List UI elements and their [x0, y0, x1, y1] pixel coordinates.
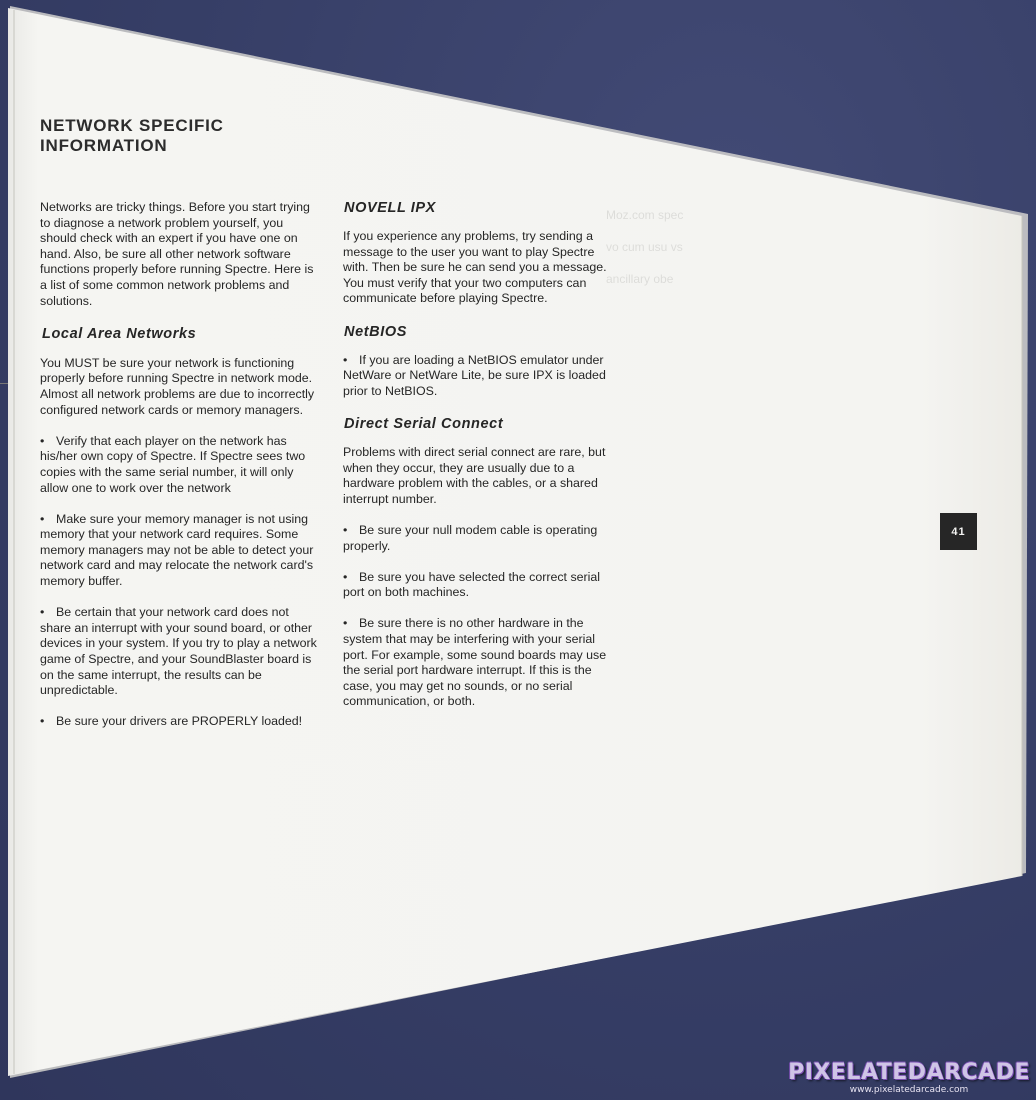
list-item: • Be sure there is no other hardware in the system that may be interfering with your serial port. For example, some sound boards may use the serial port hardware interrupt. If this is the case, you may get no sounds, or no serial communication, or both. [343, 616, 607, 709]
watermark-logo: PIXELATEDARCADE [788, 1060, 1030, 1085]
page-number: 41 [940, 513, 977, 550]
ipx-paragraph: If you experience any problems, try sending a message to the user you want to play Spectre with. Then be sure he can send you a message. You must verify that your two computers can communicate before playing Spectre. [343, 229, 607, 306]
bleed-through-text: ancillary obe [606, 272, 674, 286]
list-item: • Be certain that your network card does not share an interrupt with your sound board, or other devices in your system. If you try to play a network game of Spectre, and your SoundBlaster board is on the same interrupt, the results can be unpredictable. [40, 605, 317, 698]
page-title: NETWORK SPECIFIC INFORMATION [40, 116, 224, 155]
section-heading-netbios: NetBIOS [344, 323, 408, 340]
list-item: • Be sure you have selected the correct serial port on both machines. [343, 569, 601, 600]
bullet-icon: • [343, 522, 348, 537]
list-item: • If you are loading a NetBIOS emulator under NetWare or NetWare Lite, be sure IPX is loaded prior to NetBIOS. [343, 352, 606, 398]
bleed-through-text: Moz.com spec [606, 208, 684, 222]
bullet-icon: • [343, 352, 348, 367]
intro-paragraph: Networks are tricky things. Before you start trying to diagnose a network problem yourself, you should check with an expert if you have one on hand. Also, be sure all other network software functions properly before running Spectre. Here is a list of some common network problems and solutions. [40, 200, 314, 308]
watermark [788, 1061, 1030, 1096]
section-heading-lan: Local Area Networks [42, 325, 197, 342]
bullet-icon: • [343, 569, 348, 584]
margin-mark [0, 383, 8, 384]
serial-paragraph: Problems with direct serial connect are rare, but when they occur, they are usually due to a hardware problem with the cables, or a shared interrupt number. [343, 444, 606, 506]
section-heading-serial: Direct Serial Connect [344, 415, 504, 432]
lan-paragraph: You MUST be sure your network is functioning properly before running Spectre in network mode. Almost all network problems are due to incorrectly configured network cards or memory managers. [40, 355, 315, 417]
list-item: • Be sure your drivers are PROPERLY loaded! [40, 714, 303, 729]
bullet-icon: • [343, 616, 348, 631]
watermark-url: www.pixelatedarcade.com [849, 1085, 969, 1095]
bullet-icon: • [40, 714, 45, 729]
left-column [40, 200, 320, 746]
list-item: • Verify that each player on the network has his/her own copy of Spectre. If Spectre sees two copies with the same serial number, it will only allow one to work over the network [40, 433, 306, 495]
right-column [343, 199, 623, 726]
bullet-icon: • [40, 433, 45, 448]
bullet-icon: • [40, 511, 45, 526]
section-heading-ipx: NOVELL IPX [344, 200, 436, 216]
bleed-through-text: vo cum usu vs [606, 240, 683, 254]
list-item: • Make sure your memory manager is not using memory that your network card requires. Some memory managers may not be able to detect your network card and may relocate the network card's memory buffer. [40, 511, 314, 589]
list-item: • Be sure your null modem cable is operating properly. [343, 522, 598, 553]
bullet-icon: • [40, 605, 45, 620]
